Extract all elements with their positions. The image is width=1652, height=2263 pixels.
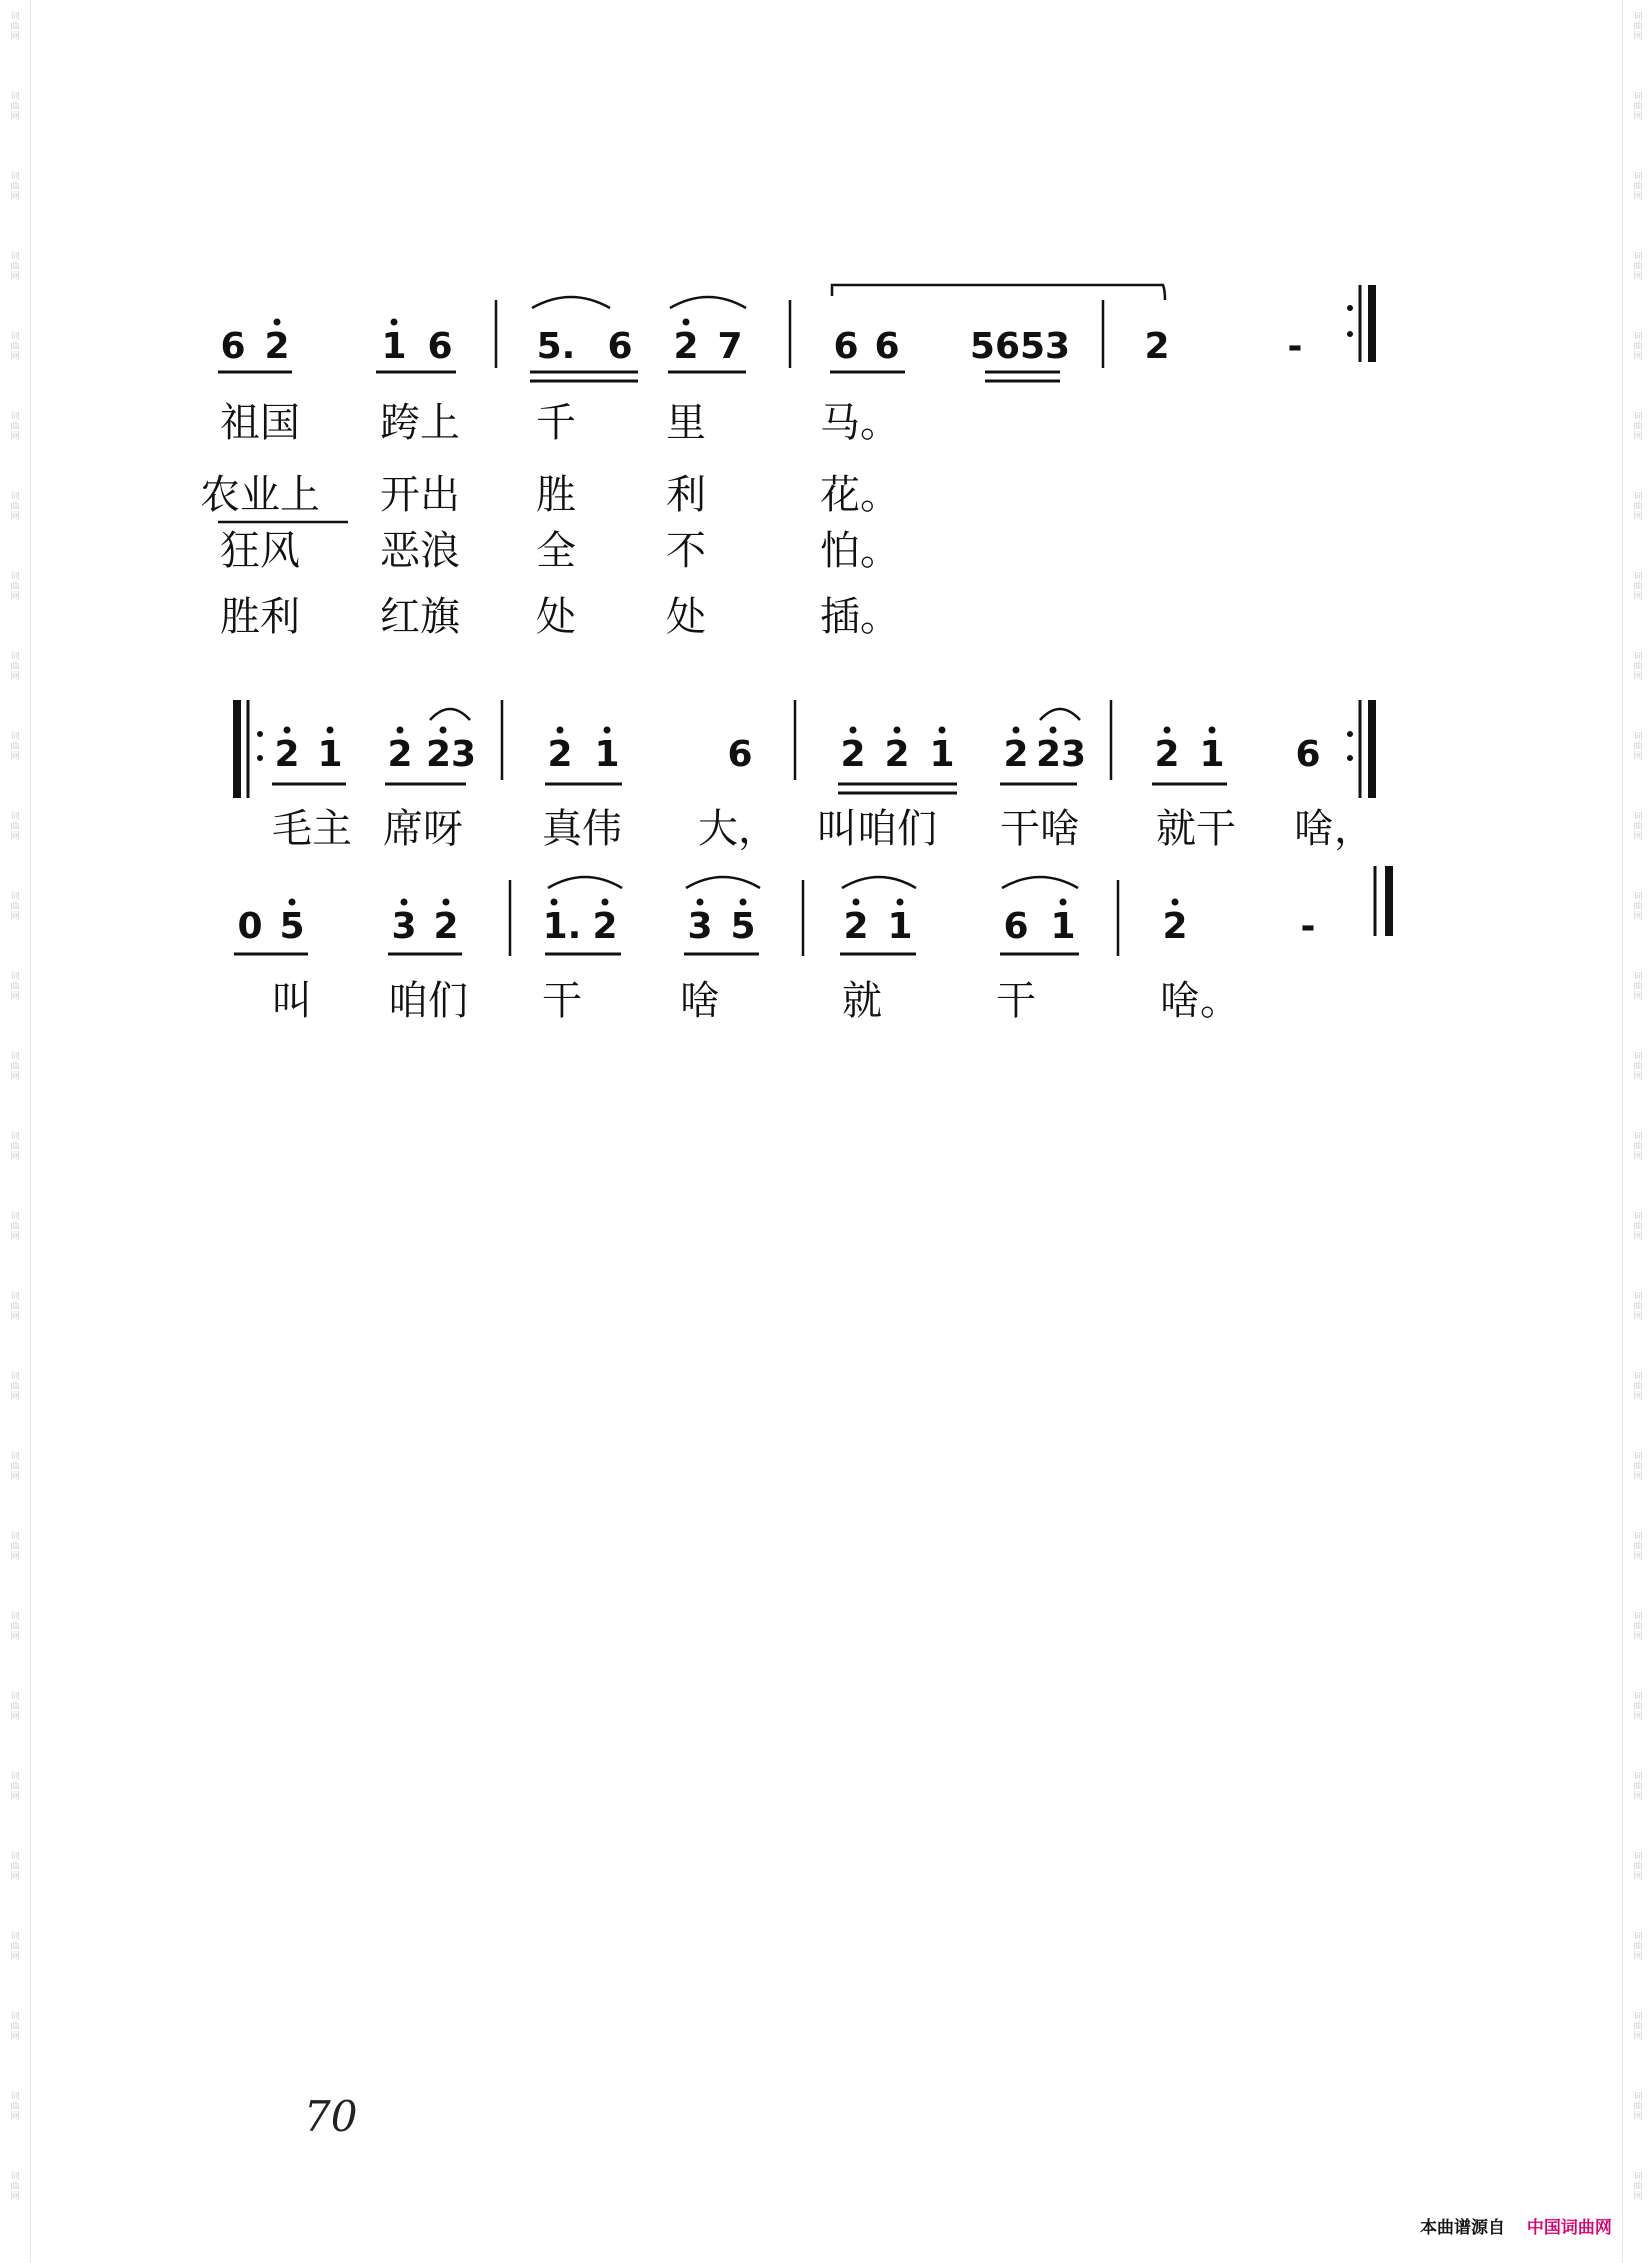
watermark-text: 词 曲 网 [1633,1292,1643,1322]
watermark-text: 词 曲 网 [1633,732,1643,762]
octave-dot [440,727,447,734]
watermark-text: 词 曲 网 [10,1132,20,1162]
lyric: 啥。 [1160,978,1240,1024]
score-system-3-lyrics [272,978,1240,1024]
watermark-text: 词 曲 网 [1633,572,1643,602]
watermark-text: 词 曲 网 [1633,92,1643,122]
volta-bracket [832,285,1165,300]
octave-dot [1050,727,1057,734]
watermark-text: 词 曲 网 [1633,1932,1643,1962]
lyric: 咱们 [388,978,468,1024]
watermark-text: 词 曲 网 [1633,1772,1643,1802]
note: 2 [840,734,866,775]
lyric: 干 [542,978,582,1024]
watermark-text: 词 曲 网 [10,1212,20,1242]
lyric: 大， [698,806,778,852]
watermark-text: 词 曲 网 [10,1932,20,1962]
lyric: 真伟 [542,806,622,852]
lyric: 毛主 [272,806,352,852]
verse-lyric: 利 [666,472,706,518]
footer-credit [1420,2213,1612,2238]
lyric: 干啥 [1000,806,1080,852]
slur [532,297,610,308]
watermark-text: 词 曲 网 [1633,892,1643,922]
verse-lyric: 插。 [820,594,900,640]
slur [1040,709,1080,720]
watermark-text: 词 曲 网 [10,652,20,682]
note: 5 [730,906,756,947]
watermark-text: 词 曲 网 [10,972,20,1002]
octave-dot [740,899,747,906]
repeat-thick-line [1368,700,1376,798]
octave-dot [894,727,901,734]
note: 1 [594,734,620,775]
note: 6 [1003,906,1029,947]
note: 2 [1162,906,1188,947]
watermark-text: 词 曲 网 [1633,1852,1643,1882]
octave-dot [1060,899,1067,906]
watermark-text: 词 曲 网 [10,892,20,922]
note: 23 [1035,734,1087,775]
note: 7 [717,326,743,367]
note: 1 [887,906,913,947]
octave-dot [391,319,398,326]
octave-dot [939,727,946,734]
watermark-text: 词 曲 网 [10,1292,20,1322]
note: 6 [833,326,859,367]
score-verses [200,400,900,640]
watermark-text: 词 曲 网 [1633,2012,1643,2042]
watermark-text: 词 曲 网 [1633,1692,1643,1722]
score-system-3 [234,866,1393,956]
repeat-dot [1347,755,1353,761]
note: 1 [317,734,343,775]
watermark-text: 词 曲 网 [10,2172,20,2202]
note: 2 [274,734,300,775]
verse-lyric: 处 [666,594,706,640]
watermark-text: 词 曲 网 [10,1452,20,1482]
sustain-dash: - [1287,326,1303,367]
watermark-text: 词 曲 网 [10,1852,20,1882]
note: 2 [1154,734,1180,775]
watermark-text: 词 曲 网 [10,492,20,522]
watermark-text: 词 曲 网 [1633,172,1643,202]
watermark-text: 词 曲 网 [10,92,20,122]
note: 2 [884,734,910,775]
lyric: 就 [842,978,882,1024]
octave-dot [401,899,408,906]
octave-dot [284,727,291,734]
octave-dot [1172,899,1179,906]
note: 6 [427,326,453,367]
octave-dot [289,899,296,906]
watermark-text: 词 曲 网 [1633,1052,1643,1082]
note: 5 [279,906,305,947]
note: 6 [1295,734,1321,775]
watermark-text: 词 曲 网 [1633,252,1643,282]
watermark-text: 词 曲 网 [10,1772,20,1802]
note: 1. [542,906,582,947]
note: 2 [1003,734,1029,775]
watermark-text: 词 曲 网 [1633,2172,1643,2202]
watermark-text: 词 曲 网 [10,812,20,842]
verse-lyric: 恶浪 [380,528,460,574]
watermark-text: 词 曲 网 [10,172,20,202]
lyric: 啥 [680,978,720,1024]
note: 3 [687,906,713,947]
slur [548,877,622,888]
score-system-1 [218,285,1376,381]
verse-lyric: 胜利 [220,594,300,640]
repeat-dot [1347,331,1353,337]
watermark-text: 词 曲 网 [10,1692,20,1722]
verse-lyric: 不 [666,528,706,574]
octave-dot [1013,727,1020,734]
note: 5. [536,326,576,367]
watermark-text: 词 曲 网 [10,1372,20,1402]
lyric: 啥， [1294,806,1374,852]
watermark-text: 词 曲 网 [1633,1132,1643,1162]
note: 1 [381,326,407,367]
note: 2 [433,906,459,947]
note: 6 [874,326,900,367]
note: 2 [592,906,618,947]
watermark-text: 词 曲 网 [10,2092,20,2122]
note: 2 [843,906,869,947]
footer-site-link[interactable]: 中国词曲网 [1526,2218,1612,2238]
verse-lyric: 千 [536,400,576,446]
slur [842,877,916,888]
note: 2 [1144,326,1170,367]
verse-lyric: 全 [536,528,576,574]
watermark-text: 词 曲 网 [1633,972,1643,1002]
octave-dot [1209,727,1216,734]
watermark-text: 词 曲 网 [1633,332,1643,362]
octave-dot [602,899,609,906]
verse-lyric: 农业上 [200,472,320,518]
verse-lyric: 马。 [820,400,900,446]
slur [1002,877,1078,888]
note: 6 [220,326,246,367]
watermark-text: 词 曲 网 [1633,12,1643,42]
note: 23 [425,734,477,775]
watermark-text: 词 曲 网 [10,332,20,362]
slur [430,709,470,720]
watermark-text: 词 曲 网 [10,412,20,442]
watermark-text: 词 曲 网 [10,252,20,282]
lyric: 叫 [272,978,312,1024]
verse-lyric: 胜 [536,472,576,518]
slur [670,297,746,308]
verse-lyric: 怕。 [820,528,900,574]
sustain-dash: - [1300,906,1316,947]
repeat-dot [257,731,263,737]
octave-dot [274,319,281,326]
note: 6 [727,734,753,775]
watermark-text: 词 曲 网 [1633,2092,1643,2122]
note: 1 [1199,734,1225,775]
repeat-thick-line [1368,285,1376,362]
note: 5653 [969,326,1071,367]
page-number: 70 [304,2092,358,2141]
octave-dot [850,727,857,734]
octave-dot [897,899,904,906]
octave-dot [551,899,558,906]
watermark-text: 词 曲 网 [10,1612,20,1642]
verse-lyric: 祖国 [220,400,300,446]
watermark-text: 词 曲 网 [1633,492,1643,522]
verse-lyric: 红旗 [380,594,460,640]
octave-dot [697,899,704,906]
octave-dot [557,727,564,734]
watermark-text: 词 曲 网 [1633,1452,1643,1482]
watermark-text: 词 曲 网 [10,1532,20,1562]
note: 2 [387,734,413,775]
watermark-text: 词 曲 网 [10,732,20,762]
watermark-text: 词 曲 网 [1633,1372,1643,1402]
note: 3 [391,906,417,947]
watermark-text: 词 曲 网 [1633,1532,1643,1562]
verse-lyric: 处 [536,594,576,640]
watermark-text: 词 曲 网 [1633,812,1643,842]
octave-dot [604,727,611,734]
watermark-text: 词 曲 网 [1633,1212,1643,1242]
verse-lyric: 里 [666,400,706,446]
score-system-2-lyrics [272,806,1374,852]
watermark-text: 词 曲 网 [10,572,20,602]
note: 2 [264,326,290,367]
final-thick-line [1385,866,1393,936]
octave-dot [327,727,334,734]
slur [686,877,760,888]
note: 6 [607,326,633,367]
score-system-2 [233,700,1376,798]
note: 0 [237,906,263,947]
watermark-text: 词 曲 网 [1633,412,1643,442]
footer-source-label: 本曲谱源自 [1420,2218,1505,2238]
octave-dot [853,899,860,906]
note: 1 [929,734,955,775]
lyric: 席呀 [383,806,463,852]
octave-dot [397,727,404,734]
verse-lyric: 开出 [380,472,460,518]
lyric: 干 [996,978,1036,1024]
watermark-text: 词 曲 网 [10,2012,20,2042]
lyric: 叫咱们 [817,806,937,852]
note: 2 [547,734,573,775]
watermark-text: 词 曲 网 [1633,1612,1643,1642]
watermark-text: 词 曲 网 [10,1052,20,1082]
repeat-dot [257,755,263,761]
verse-lyric: 跨上 [380,400,460,446]
verse-lyric: 狂风 [220,528,300,574]
verse-lyric: 花。 [820,472,900,518]
watermark-text: 词 曲 网 [1633,652,1643,682]
octave-dot [1164,727,1171,734]
note: 1 [1050,906,1076,947]
repeat-dot [1347,731,1353,737]
repeat-dot [1347,305,1353,311]
octave-dot [683,319,690,326]
note: 2 [673,326,699,367]
watermark-text: 词 曲 网 [10,12,20,42]
repeat-thick-line [233,700,241,798]
octave-dot [443,899,450,906]
lyric: 就干 [1156,806,1236,852]
